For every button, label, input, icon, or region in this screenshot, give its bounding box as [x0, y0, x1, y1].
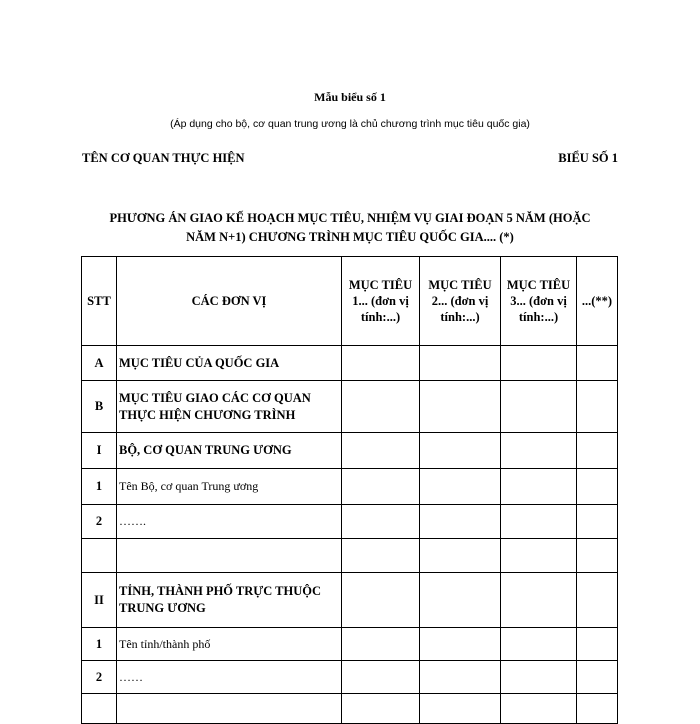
row-unit: MỤC TIÊU CỦA QUỐC GIA	[117, 346, 342, 381]
column-header-stt: STT	[82, 257, 117, 346]
row-stt	[82, 539, 117, 573]
column-header-target-3: MỤC TIÊU 3... (đơn vị tính:...)	[501, 257, 577, 346]
row-cell	[577, 381, 618, 433]
row-cell	[501, 469, 577, 505]
row-cell	[342, 694, 420, 724]
table-row	[82, 539, 618, 573]
plan-table	[81, 256, 618, 724]
row-cell	[420, 469, 501, 505]
row-cell	[342, 661, 420, 694]
table-row	[82, 469, 618, 505]
row-stt: II	[82, 573, 117, 628]
row-cell	[577, 505, 618, 539]
table-row	[82, 573, 618, 628]
form-note: (Áp dụng cho bộ, cơ quan trung ương là chủ chương trình mục tiêu quốc gia)	[170, 118, 530, 130]
row-cell	[342, 346, 420, 381]
row-cell	[420, 661, 501, 694]
column-header-units: CÁC ĐƠN VỊ	[117, 257, 342, 346]
row-cell	[501, 539, 577, 573]
row-cell	[577, 469, 618, 505]
main-title-line-2: NĂM N+1) CHƯƠNG TRÌNH MỤC TIÊU QUỐC GIA.... (*)	[186, 230, 514, 244]
table-row	[82, 346, 618, 381]
row-cell	[420, 539, 501, 573]
table-row	[82, 628, 618, 661]
row-stt: 2	[82, 505, 117, 539]
table-row	[82, 661, 618, 694]
row-unit: MỤC TIÊU GIAO CÁC CƠ QUAN THỰC HIỆN CHƯƠNG TRÌNH	[117, 381, 342, 433]
table-row	[82, 433, 618, 469]
table-header-row	[82, 257, 618, 346]
row-unit: BỘ, CƠ QUAN TRUNG ƯƠNG	[117, 433, 342, 469]
row-stt	[82, 694, 117, 724]
row-cell	[420, 381, 501, 433]
agency-name: TÊN CƠ QUAN THỰC HIỆN	[82, 151, 245, 165]
row-cell	[577, 346, 618, 381]
row-unit: Tên tỉnh/thành phố	[117, 628, 342, 661]
row-cell	[342, 381, 420, 433]
table-row	[82, 381, 618, 433]
row-cell	[577, 628, 618, 661]
row-cell	[420, 433, 501, 469]
row-stt: B	[82, 381, 117, 433]
row-cell	[577, 433, 618, 469]
form-title: Mẫu biểu số 1	[314, 90, 386, 104]
row-cell	[420, 694, 501, 724]
main-title-line-1: PHƯƠNG ÁN GIAO KẾ HOẠCH MỤC TIÊU, NHIỆM VỤ GIAI ĐOẠN 5 NĂM (HOẶC	[109, 211, 591, 225]
row-cell	[501, 573, 577, 628]
row-cell	[577, 661, 618, 694]
column-header-other: ...(**)	[577, 257, 618, 346]
column-header-target-2: MỤC TIÊU 2... (đơn vị tính:...)	[420, 257, 501, 346]
main-title	[82, 209, 618, 247]
row-unit: Tên Bộ, cơ quan Trung ương	[117, 469, 342, 505]
row-stt: 1	[82, 469, 117, 505]
row-unit: ……	[117, 661, 342, 694]
row-unit	[117, 539, 342, 573]
row-cell	[420, 505, 501, 539]
table-row	[82, 694, 618, 724]
row-stt: I	[82, 433, 117, 469]
row-cell	[501, 661, 577, 694]
row-cell	[577, 573, 618, 628]
row-cell	[501, 381, 577, 433]
row-cell	[342, 505, 420, 539]
row-cell	[501, 628, 577, 661]
row-cell	[342, 539, 420, 573]
row-cell	[501, 346, 577, 381]
row-cell	[420, 573, 501, 628]
row-stt: A	[82, 346, 117, 381]
row-unit: …….	[117, 505, 342, 539]
column-header-target-1: MỤC TIÊU 1... (đơn vị tính:...)	[342, 257, 420, 346]
row-cell	[342, 469, 420, 505]
row-cell	[420, 346, 501, 381]
row-cell	[577, 539, 618, 573]
row-cell	[577, 694, 618, 724]
row-stt: 2	[82, 661, 117, 694]
row-cell	[420, 628, 501, 661]
row-unit: TỈNH, THÀNH PHỐ TRỰC THUỘC TRUNG ƯƠNG	[117, 573, 342, 628]
row-cell	[342, 433, 420, 469]
row-stt: 1	[82, 628, 117, 661]
row-cell	[342, 573, 420, 628]
table-row	[82, 505, 618, 539]
row-unit	[117, 694, 342, 724]
row-cell	[501, 694, 577, 724]
form-number: BIỂU SỐ 1	[558, 151, 618, 165]
row-cell	[501, 505, 577, 539]
row-cell	[501, 433, 577, 469]
row-cell	[342, 628, 420, 661]
